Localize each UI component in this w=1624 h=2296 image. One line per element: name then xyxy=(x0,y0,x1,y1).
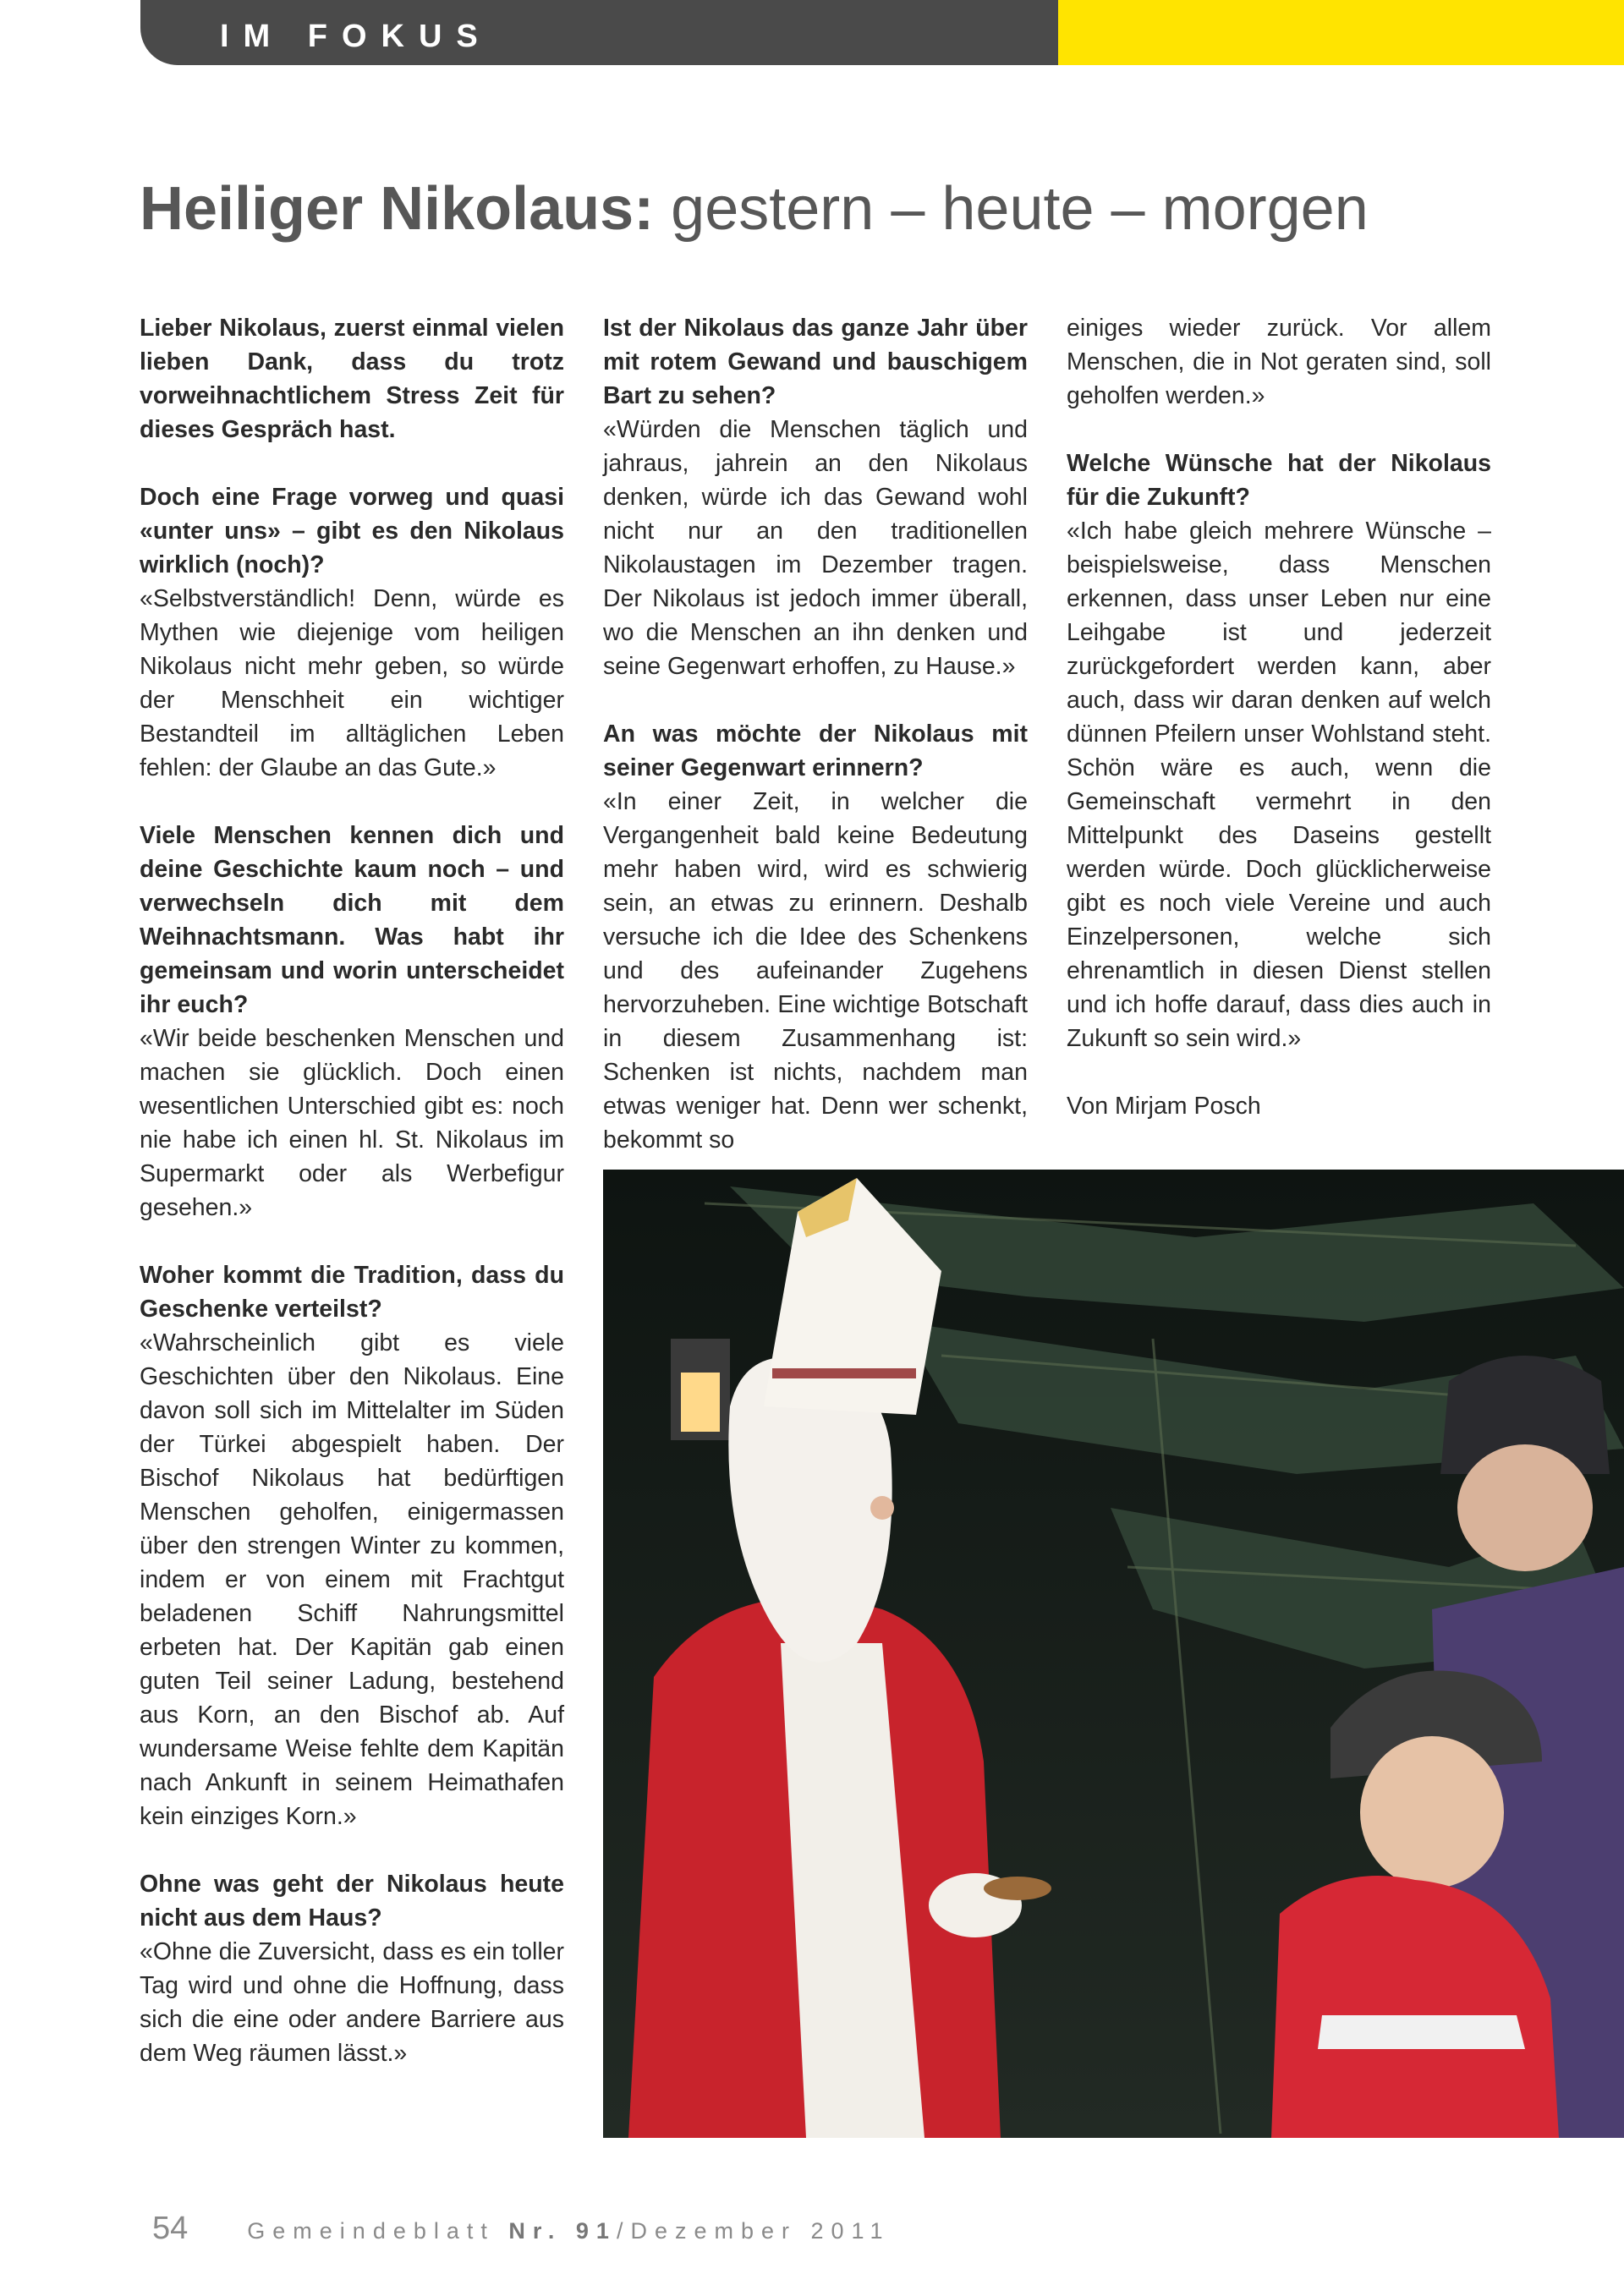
interview-block xyxy=(1067,447,1491,1055)
nikolaus-photo-illustration xyxy=(603,1170,1624,2138)
author: Von Mirjam Posch xyxy=(1067,1093,1261,1120)
issue-number: Nr. 91 xyxy=(508,2218,617,2244)
answer: «Ohne die Zuversicht, dass es ein toller Tag wird und ohne die Hoffnung, dass sich die eine oder andere Barriere aus dem Weg räumen lässt.» xyxy=(140,1938,564,2067)
interview-block xyxy=(1067,311,1491,413)
answer: «In einer Zeit, in welcher die Vergangenheit bald keine Bedeutung mehr haben wird, wird es schwierig sein, an etwas zu erinnern. Deshalb versuche ich die Idee des Schenkens und des aufeinander Zugehens hervorzuheben. Eine wichtige Botschaft in diesem Zusammenhang ist: Schenken ist nichts, nachdem man etwas weniger hat. Denn wer schenkt, bekommt so xyxy=(603,788,1028,1153)
page-number: 54 xyxy=(152,2211,189,2246)
question: Welche Wünsche hat der Nikolaus für die Zukunft? xyxy=(1067,450,1491,511)
answer: einiges wieder zurück. Vor allem Menschen, die in Not geraten sind, soll geholfen werden.» xyxy=(1067,315,1491,409)
answer: «Würden die Menschen täglich und jahraus, jahrein an den Nikolaus denken, würde ich das Gewand wohl nicht nur an den traditionellen Nikolaustagen im Dezember tragen. Der Nikolaus ist jedoch immer überall, wo die Menschen an ihn denken und seine Gegenwart erhoffen, zu Hause.» xyxy=(603,416,1028,680)
header-accent-bar xyxy=(1058,0,1624,65)
question: Lieber Nikolaus, zuerst einmal vielen lieben Dank, dass du trotz vorweihnachtlichem Stress Zeit für dieses Gespräch hast. xyxy=(140,315,564,443)
publication-info xyxy=(247,2218,890,2244)
answer: «Ich habe gleich mehrere Wünsche – beispielsweise, dass Menschen erkennen, dass unser Leben nur eine Leihgabe ist und jederzeit zurückgefordert werden kann, aber auch, dass wir daran denken auf welch dünnen Pfeilern unser Wohlstand steht. Schön wäre es auch, wenn die Gemeinschaft vermehrt in den Mittelpunkt des Daseins gestellt werden würde. Doch glücklicherweise gibt es noch viele Vereine und auch Einzelpersonen, welche sich ehrenamtlich in diesen Dienst stellen und ich hoffe darauf, dass dies auch in Zukunft so sein wird.» xyxy=(1067,518,1491,1052)
interview-block xyxy=(603,717,1028,1157)
interview-block xyxy=(140,480,564,785)
article-title-bold: Heiliger Nikolaus: xyxy=(140,175,655,243)
answer: «Selbstverständlich! Denn, würde es Mythen wie diejenige vom heiligen Nikolaus nicht mehr geben, so würde der Menschheit ein wichtiger Bestandteil im alltäglichen Leben fehlen: der Glaube an das Gute.» xyxy=(140,585,564,781)
interview-block xyxy=(140,1867,564,2070)
interview-block xyxy=(603,311,1028,683)
question: Ist der Nikolaus das ganze Jahr über mit rotem Gewand und bauschigem Bart zu sehen? xyxy=(603,315,1028,409)
question: An was möchte der Nikolaus mit seiner Gegenwart erinnern? xyxy=(603,721,1028,781)
section-header-band xyxy=(140,0,1058,65)
answer: «Wahrscheinlich gibt es viele Geschichten über den Nikolaus. Eine davon soll sich im Mittelalter im Süden der Türkei abgespielt haben. Der Bischof Nikolaus hat bedürftigen Menschen geholfen, einigermassen über den strengen Winter zu kommen, indem er von einem mit Frachtgut beladenen Schiff Nahrungsmittel erbeten hat. Der Kapitän gab einen guten Teil seiner Ladung, bestehend aus Korn, an den Bischof ab. Auf wundersame Weise fehlte dem Kapitän nach Ankunft in seinem Heimathafen kein einziges Korn.» xyxy=(140,1329,564,1830)
question: Woher kommt die Tradition, dass du Geschenke verteilst? xyxy=(140,1262,564,1323)
answer: «Wir beide beschenken Menschen und machen sie glücklich. Doch einen wesentlichen Unterschied gibt es: noch nie habe ich einen hl. St. Nikolaus im Supermarkt oder als Werbefigur gesehen.» xyxy=(140,1025,564,1221)
publication-name: Gemeindeblatt xyxy=(247,2218,509,2244)
article-photo xyxy=(603,1170,1624,2138)
issue-date: /Dezember 2011 xyxy=(616,2218,891,2244)
author-credit xyxy=(1067,1089,1491,1123)
article-title-rest: gestern – heute – morgen xyxy=(654,175,1369,243)
article-title xyxy=(140,174,1369,244)
article-column-3 xyxy=(1067,311,1491,1157)
article-column-1 xyxy=(140,311,564,2104)
question: Viele Menschen kennen dich und deine Geschichte kaum noch – und verwechseln dich mit dem Weihnachtsmann. Was habt ihr gemeinsam und worin unterscheidet ihr euch? xyxy=(140,822,564,1018)
section-label: IM FOKUS xyxy=(220,19,492,54)
interview-block xyxy=(140,819,564,1225)
question: Ohne was geht der Nikolaus heute nicht aus dem Haus? xyxy=(140,1871,564,1932)
interview-block xyxy=(140,1258,564,1833)
page-footer xyxy=(152,2211,891,2247)
interview-block xyxy=(140,311,564,447)
question: Doch eine Frage vorweg und quasi «unter uns» – gibt es den Nikolaus wirklich (noch)? xyxy=(140,484,564,578)
article-column-2 xyxy=(603,311,1028,1191)
